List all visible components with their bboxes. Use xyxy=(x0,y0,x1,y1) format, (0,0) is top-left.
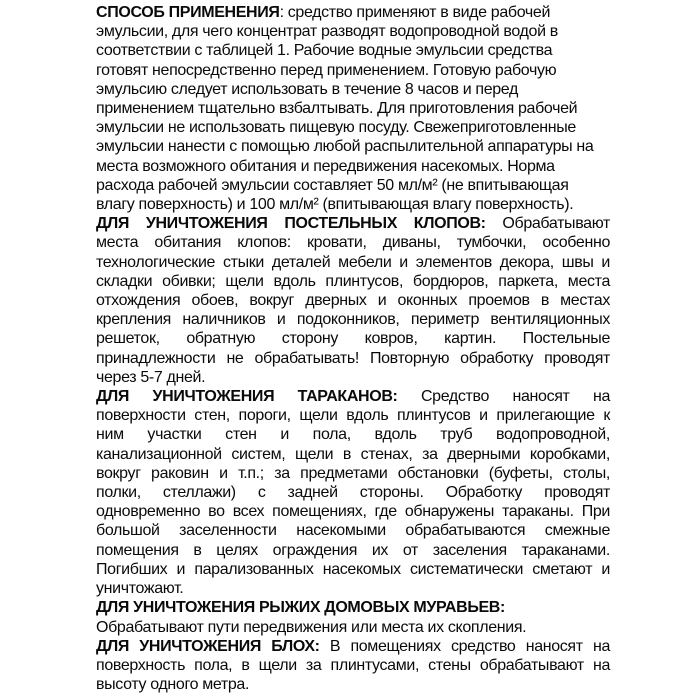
body-text: решеток, обратную сторону ковров, картин. Постельные xyxy=(96,330,610,348)
text-line xyxy=(96,541,610,560)
text-line xyxy=(96,502,610,521)
body-text: В помещениях средство наносят на xyxy=(319,637,610,655)
text-line xyxy=(96,406,610,425)
body-text: : средство применяют в виде рабочей xyxy=(279,4,551,21)
body-text: эмульсию следует использовать в течение 8 часов и перед xyxy=(96,80,518,98)
body-text: технологические стыки деталей мебели и элементов декора, швы и xyxy=(96,253,610,271)
section-ryzhie-muravi xyxy=(96,598,610,636)
body-text: эмульсии нанести с помощью любой распылительной аппаратуры на xyxy=(96,138,594,156)
section-heading-text: ДЛЯ УНИЧТОЖЕНИЯ РЫЖИХ ДОМОВЫХ МУРАВЬЕВ: xyxy=(96,599,505,617)
body-text: крепления наличников и подоконников, периметр вентиляционных xyxy=(96,311,610,329)
text-line xyxy=(96,3,610,22)
body-text: вокруг раковин и т.п.; за предметами обстановки (буфеты, столы, xyxy=(96,464,610,482)
text-line xyxy=(96,560,610,579)
section-sposob-primeneniya xyxy=(96,3,610,214)
body-text: полки, стеллажи) с задней стороны. Обработку проводят xyxy=(96,484,610,502)
text-line xyxy=(96,195,610,214)
text-line xyxy=(96,464,610,483)
body-text: Погибших и парализованных насекомых систематически сметают и xyxy=(96,560,610,578)
body-text: принадлежности не обрабатывать! Повторную обработку проводят xyxy=(96,349,610,367)
text-line xyxy=(96,291,610,310)
text-line xyxy=(96,61,610,80)
body-text: канализационной систем, щели в стенах, за дверными коробками, xyxy=(96,445,610,463)
section-blohi xyxy=(96,637,610,695)
text-line xyxy=(96,598,610,617)
body-text: Обрабатывают пути передвижения или места их скопления. xyxy=(96,618,527,636)
text-line xyxy=(96,637,610,656)
text-line xyxy=(96,214,610,233)
text-line xyxy=(96,483,610,502)
text-line xyxy=(96,579,610,598)
text-line xyxy=(96,80,610,99)
body-text: готовят непосредственно перед применением. Готовую рабочую xyxy=(96,61,557,79)
body-text: соответствии с таблицей 1. Рабочие водные эмульсии средства xyxy=(96,42,553,60)
body-text: помещения в целях ограждения их от заселения тараканами. xyxy=(96,541,610,559)
text-line xyxy=(96,618,610,637)
text-line xyxy=(96,233,610,252)
section-heading-text: СПОСОБ ПРИМЕНЕНИЯ xyxy=(96,4,280,21)
text-line xyxy=(96,118,610,137)
body-text: применением тщательно взбалтывать. Для приготовления рабочей xyxy=(96,100,578,118)
body-text: уничтожают. xyxy=(96,580,184,598)
text-line xyxy=(96,675,610,694)
section-postelnye-klopy xyxy=(96,214,610,387)
text-line xyxy=(96,445,610,464)
body-text: большой заселенности насекомыми обрабатываются смежные xyxy=(96,522,610,540)
text-line xyxy=(96,137,610,156)
body-text: поверхность пола, в щели за плинтусами, стены обрабатывают на xyxy=(96,656,610,674)
body-text: ним участки стен и пола, вдоль труб водопроводной, xyxy=(96,426,610,444)
body-text: складки обивки; щели вдоль плинтусов, бордюров, паркета, места xyxy=(96,272,610,290)
text-line xyxy=(96,329,610,348)
body-text: эмульсии, для чего концентрат разводят водопроводной водой в xyxy=(96,23,558,41)
text-line xyxy=(96,176,610,195)
body-text: эмульсии не использовать пищевую посуду. Свежеприготовленные xyxy=(96,119,576,137)
body-text: высоту одного метра. xyxy=(96,676,250,694)
text-line xyxy=(96,656,610,675)
body-text: одновременно во всех помещениях, где обнаружены тараканы. При xyxy=(96,503,610,521)
section-tarakany xyxy=(96,387,610,598)
text-line xyxy=(96,387,610,406)
section-heading-text: ДЛЯ УНИЧТОЖЕНИЯ БЛОХ: xyxy=(96,637,320,655)
text-line xyxy=(96,521,610,540)
body-text: места возможного обитания и передвижения насекомых. Норма xyxy=(96,157,555,175)
text-line xyxy=(96,425,610,444)
text-line xyxy=(96,368,610,387)
body-text: Обрабатывают xyxy=(485,215,610,233)
text-line xyxy=(96,157,610,176)
body-text: места обитания клопов: кровати, диваны, тумбочки, особенно xyxy=(96,234,610,252)
instructions-text xyxy=(96,3,610,694)
text-line xyxy=(96,272,610,291)
body-text: Средство наносят на xyxy=(397,388,610,406)
section-heading-text: ДЛЯ УНИЧТОЖЕНИЯ ПОСТЕЛЬНЫХ КЛОПОВ: xyxy=(96,215,486,233)
text-line xyxy=(96,349,610,368)
section-heading-text: ДЛЯ УНИЧТОЖЕНИЯ ТАРАКАНОВ: xyxy=(96,388,398,406)
text-line xyxy=(96,22,610,41)
text-line xyxy=(96,253,610,272)
body-text: влагу поверхность) и 100 мл/м² (впитывающая влагу поверхность). xyxy=(96,196,574,214)
text-line xyxy=(96,310,610,329)
body-text: расхода рабочей эмульсии составляет 50 мл/м² (не впитывающая xyxy=(96,176,569,194)
body-text: через 5-7 дней. xyxy=(96,368,206,386)
text-line xyxy=(96,99,610,118)
text-line xyxy=(96,41,610,60)
body-text: поверхности стен, пороги, щели вдоль плинтусов и прилегающие к xyxy=(96,407,610,425)
body-text: отхождения обоев, вокруг дверных и оконных проемов в местах xyxy=(96,292,610,310)
